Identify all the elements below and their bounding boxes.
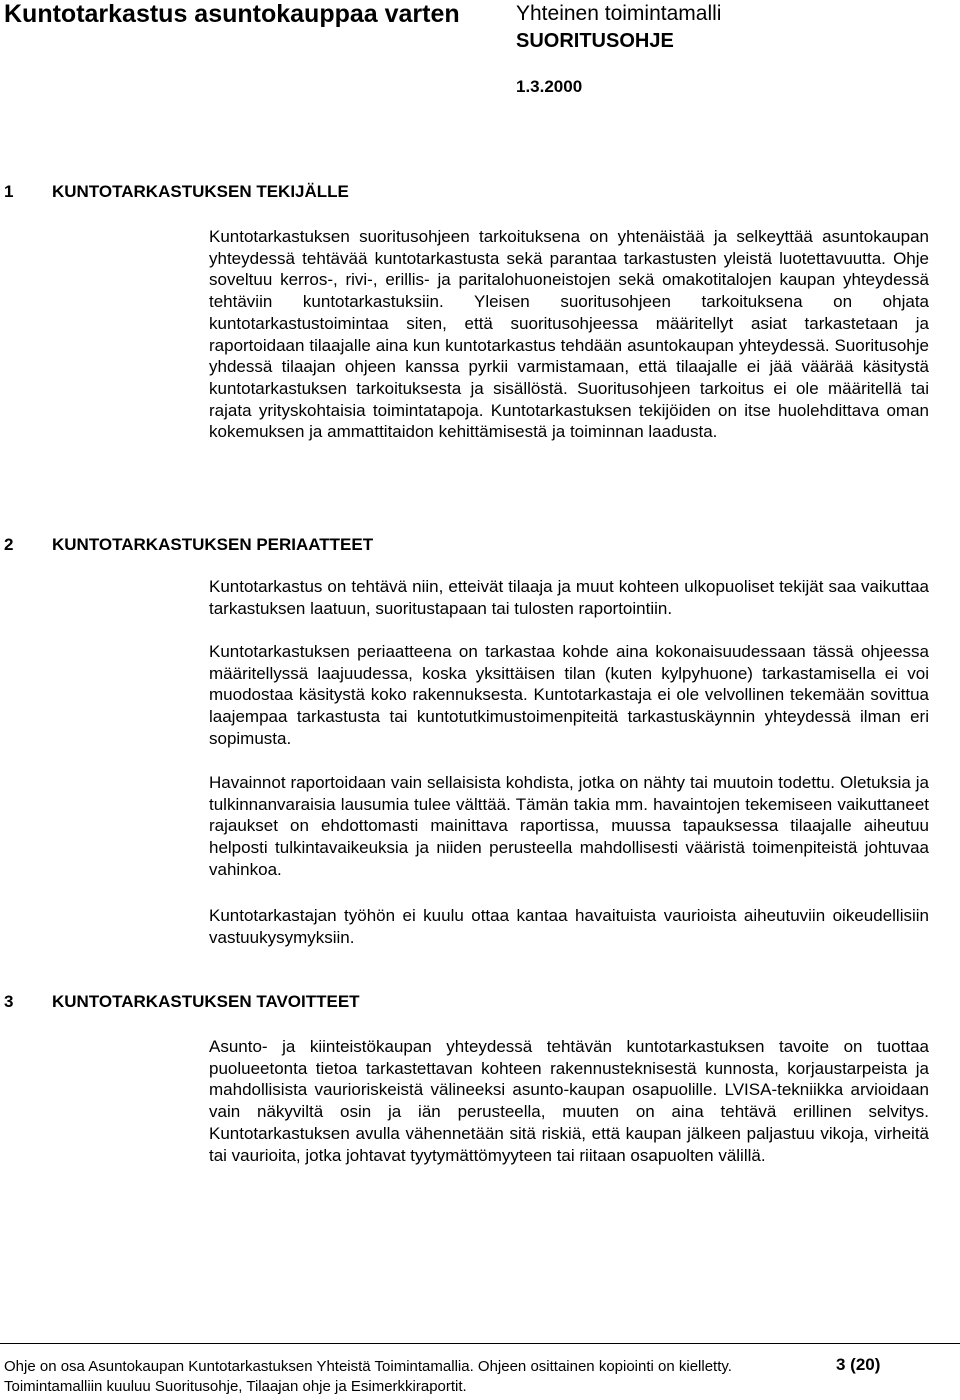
document-subtitle: Yhteinen toimintamalli (516, 2, 722, 25)
footer-copyright-note: Ohje on osa Asuntokaupan Kuntotarkastuksen Yhteistä Toimintamallia. Ohjeen osittainen kopiointi on kielletty. (4, 1358, 732, 1375)
section-paragraph: Asunto- ja kiinteistökaupan yhteydessä tehtävän kuntotarkastuksen tavoite on tuottaa puolueetonta tietoa tarkastettavan kohteen rakennusteknisestä kunnosta, korjaustarpeista ja mahdollisista vaurioriskeistä välineeksi asunto-kaupan osapuolille. LVISA-tekniikka arvioidaan vain näkyviltä osin ja iän perusteella, muuten on aina tehtävä erillinen selvitys. Kuntotarkastuksen avulla vähennetään sitä riskiä, että kaupan jälkeen paljastuu vikoja, virheitä tai vaurioita, jotka johtavat tyytymättömyyteen tai riitaan osapuolten välillä. (209, 1037, 929, 1165)
section-paragraph: Kuntotarkastajan työhön ei kuulu ottaa kantaa havaituista vaurioista aiheutuviin oikeudellisiin vastuukysymyksiin. (209, 906, 929, 947)
footer-contents-note: Toimintamalliin kuuluu Suoritusohje, Tilaajan ohje ja Esimerkkiraportit. (4, 1378, 467, 1395)
document-title: Kuntotarkastus asuntokauppaa varten (4, 0, 460, 28)
section-paragraph: Kuntotarkastuksen periaatteena on tarkastaa kohde aina kokonaisuudessaan tässä ohjeessa määritellyssä laajuudessa, koska yksittäisen tilan (kuten kylpyhuone) tarkastamisella ei voi muodostaa käsitystä koko rakennuksesta. Kuntotarkastaja ei ole velvollinen tekemään sovittua laajempaa tarkastusta tai kuntotutkimustoimenpiteitä tarkastuskäynnin yhteydessä ilman eri sopimusta. (209, 642, 929, 748)
header-right (516, 0, 721, 54)
section-title: KUNTOTARKASTUKSEN TAVOITTEET (52, 992, 360, 1011)
section-paragraph: Havainnot raportoidaan vain sellaisista kohdista, jotka on nähty tai muutoin todettu. Oletuksia ja tulkinnanvaraisia lausumia tulee välttää. Tämän takia mm. havaintojen tekemiseen vaikuttaneet rajaukset on ehdottomasti mainittava raportissa, muussa tapauksessa tilaajalle aiheutuu helposti tulkintavaikeuksia ja niiden perusteella mahdollisesti vääristä toimenpiteistä johtuvaa vahinkoa. (209, 773, 929, 879)
section-heading (4, 991, 360, 1013)
section-heading (4, 181, 349, 203)
section-number: 1 (4, 182, 14, 201)
section-title: KUNTOTARKASTUKSEN TEKIJÄLLE (52, 182, 349, 201)
section-heading (4, 534, 373, 556)
section-paragraph: Kuntotarkastuksen suoritusohjeen tarkoituksena on yhtenäistää ja selkeyttää asuntokaupan yhteydessä tehtävää kuntotarkastusta sekä parantaa tarkastusten yleistä luotettavuutta. Ohje soveltuu kerros-, rivi-, erillis- ja paritalohuoneistojen sekä omakotitalojen kaupan yhteydessä tehtäviin kuntotarkastuksiin. Yleisen suoritusohjeen tarkoituksena on ohjata kuntotarkastustoimintaa siten, että suoritusohjeessa määritellyt asiat tarkastetaan ja raportoidaan tilaajalle aina kun kuntotarkastus tehdään asuntokaupan yhteydessä. Suoritusohje yhdessä tilaajan ohjeen kanssa pyrkii varmistamaan, että tilaajalle ei jää väärää käsitystä kuntotarkastuksen tarkoituksesta ja sisällöstä. Suoritusohjeen tarkoitus ei ole määritellä tai rajata yrityskohtaisia toimintatapoja. Kuntotarkastuksen tekijöiden on itse huolehdittava oman kokemuksen ja ammattitaidon kehittämisestä ja toiminnan laadusta. (209, 227, 929, 442)
section-number: 2 (4, 535, 14, 554)
footer-divider (0, 1343, 960, 1344)
document-type: SUORITUSOHJE (516, 30, 674, 52)
section-number: 3 (4, 992, 14, 1011)
page-footer (4, 1357, 904, 1397)
section-paragraph: Kuntotarkastus on tehtävä niin, etteivät tilaaja ja muut kohteen ulkopuoliset tekijät saa vaikuttaa tarkastuksen laatuun, suoritustapaan tai tulosten raportointiin. (209, 577, 929, 618)
section-title: KUNTOTARKASTUKSEN PERIAATTEET (52, 535, 374, 554)
document-date: 1.3.2000 (516, 77, 583, 96)
page-number: 3 (20) (836, 1355, 881, 1374)
